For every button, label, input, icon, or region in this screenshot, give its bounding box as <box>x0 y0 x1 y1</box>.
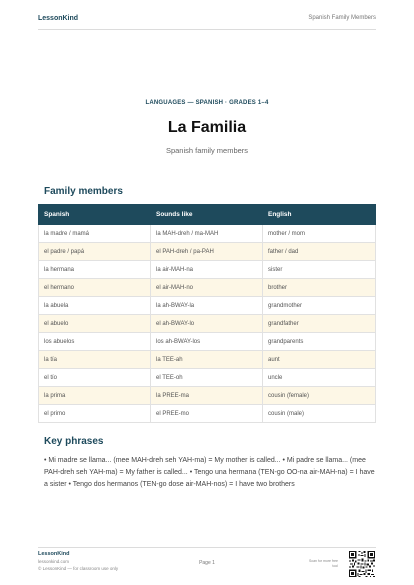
cell-pronunciation: la ah-BWAY-la <box>151 297 263 315</box>
cell-english: aunt <box>263 351 376 369</box>
cell-spanish: el abuelo <box>39 315 151 333</box>
cell-english: sister <box>263 261 376 279</box>
cell-spanish: los abuelos <box>39 333 151 351</box>
table-row <box>39 315 376 333</box>
cell-pronunciation: los ah-BWAY-los <box>151 333 263 351</box>
column-header-sounds-like: Sounds like <box>151 205 263 225</box>
cell-english: grandmother <box>263 297 376 315</box>
cell-spanish: el hermano <box>39 279 151 297</box>
column-header-english: English <box>263 205 376 225</box>
table-row <box>39 387 376 405</box>
cell-english: father / dad <box>263 243 376 261</box>
table-row <box>39 369 376 387</box>
table-row <box>39 351 376 369</box>
table-row <box>39 243 376 261</box>
page-number: Page 1 <box>199 560 215 566</box>
cell-pronunciation: el TEE-oh <box>151 369 263 387</box>
qr-code-icon[interactable] <box>349 551 375 577</box>
cell-pronunciation: el air-MAH-no <box>151 279 263 297</box>
page-title: La Familia <box>167 119 247 136</box>
table-row <box>39 405 376 423</box>
page-header <box>38 14 376 28</box>
key-phrases-heading: Key phrases <box>44 436 104 447</box>
page-subtitle: Spanish family members <box>165 146 249 155</box>
cell-pronunciation: la PREE-ma <box>151 387 263 405</box>
cell-english: mother / mom <box>263 225 376 243</box>
family-vocab-table <box>38 204 376 423</box>
cell-english: grandfather <box>263 315 376 333</box>
table-row <box>39 333 376 351</box>
footer-divider <box>38 547 376 548</box>
table-row <box>39 297 376 315</box>
table-row <box>39 279 376 297</box>
subject-eyebrow: LANGUAGES — SPANISH · GRADES 1–4 <box>145 100 269 106</box>
cell-spanish: la abuela <box>39 297 151 315</box>
cell-english: brother <box>263 279 376 297</box>
cell-spanish: el primo <box>39 405 151 423</box>
cell-english: grandparents <box>263 333 376 351</box>
family-members-heading: Family members <box>44 186 123 197</box>
cell-pronunciation: el PREE-mo <box>151 405 263 423</box>
cell-pronunciation: la air-MAH-na <box>151 261 263 279</box>
cell-spanish: el padre / papá <box>39 243 151 261</box>
footer-brand: LessonKind <box>38 551 70 557</box>
header-brand: LessonKind <box>38 15 79 22</box>
cell-pronunciation: el PAH-dreh / pa-PAH <box>151 243 263 261</box>
cell-pronunciation: la MAH-dreh / ma-MAH <box>151 225 263 243</box>
cell-spanish: la hermana <box>39 261 151 279</box>
cell-pronunciation: la TEE-ah <box>151 351 263 369</box>
cell-pronunciation: el ah-BWAY-lo <box>151 315 263 333</box>
key-phrases-text: • Mi madre se llama... (mee MAH-dreh seh YAH-ma) = My mother is called... • Mi padre se llama... (mee PAH-dreh seh YAH-ma) = My father is called... • Tengo una hermana (TEN-go OO-na air-MAH-na) = I have a sister • Tengo dos hermanos (TEN-go dose air-MAH-nos) = I have two brothers <box>44 457 375 488</box>
cell-english: cousin (male) <box>263 405 376 423</box>
header-doc-title: Spanish Family Members <box>308 15 376 21</box>
cell-spanish: la prima <box>39 387 151 405</box>
cell-spanish: la madre / mamá <box>39 225 151 243</box>
column-header-spanish: Spanish <box>39 205 151 225</box>
cell-english: uncle <box>263 369 376 387</box>
footer-copyright: © LessonKind — for classroom use only <box>38 566 119 571</box>
cell-english: cousin (female) <box>263 387 376 405</box>
cell-spanish: el tío <box>39 369 151 387</box>
table-header-row <box>39 205 376 225</box>
table-row <box>39 225 376 243</box>
footer-website-link[interactable]: lessonkind.com <box>38 559 70 564</box>
header-divider <box>38 29 376 30</box>
cell-spanish: la tía <box>39 351 151 369</box>
qr-caption: Scan for more free tool <box>309 559 338 568</box>
table-row <box>39 261 376 279</box>
